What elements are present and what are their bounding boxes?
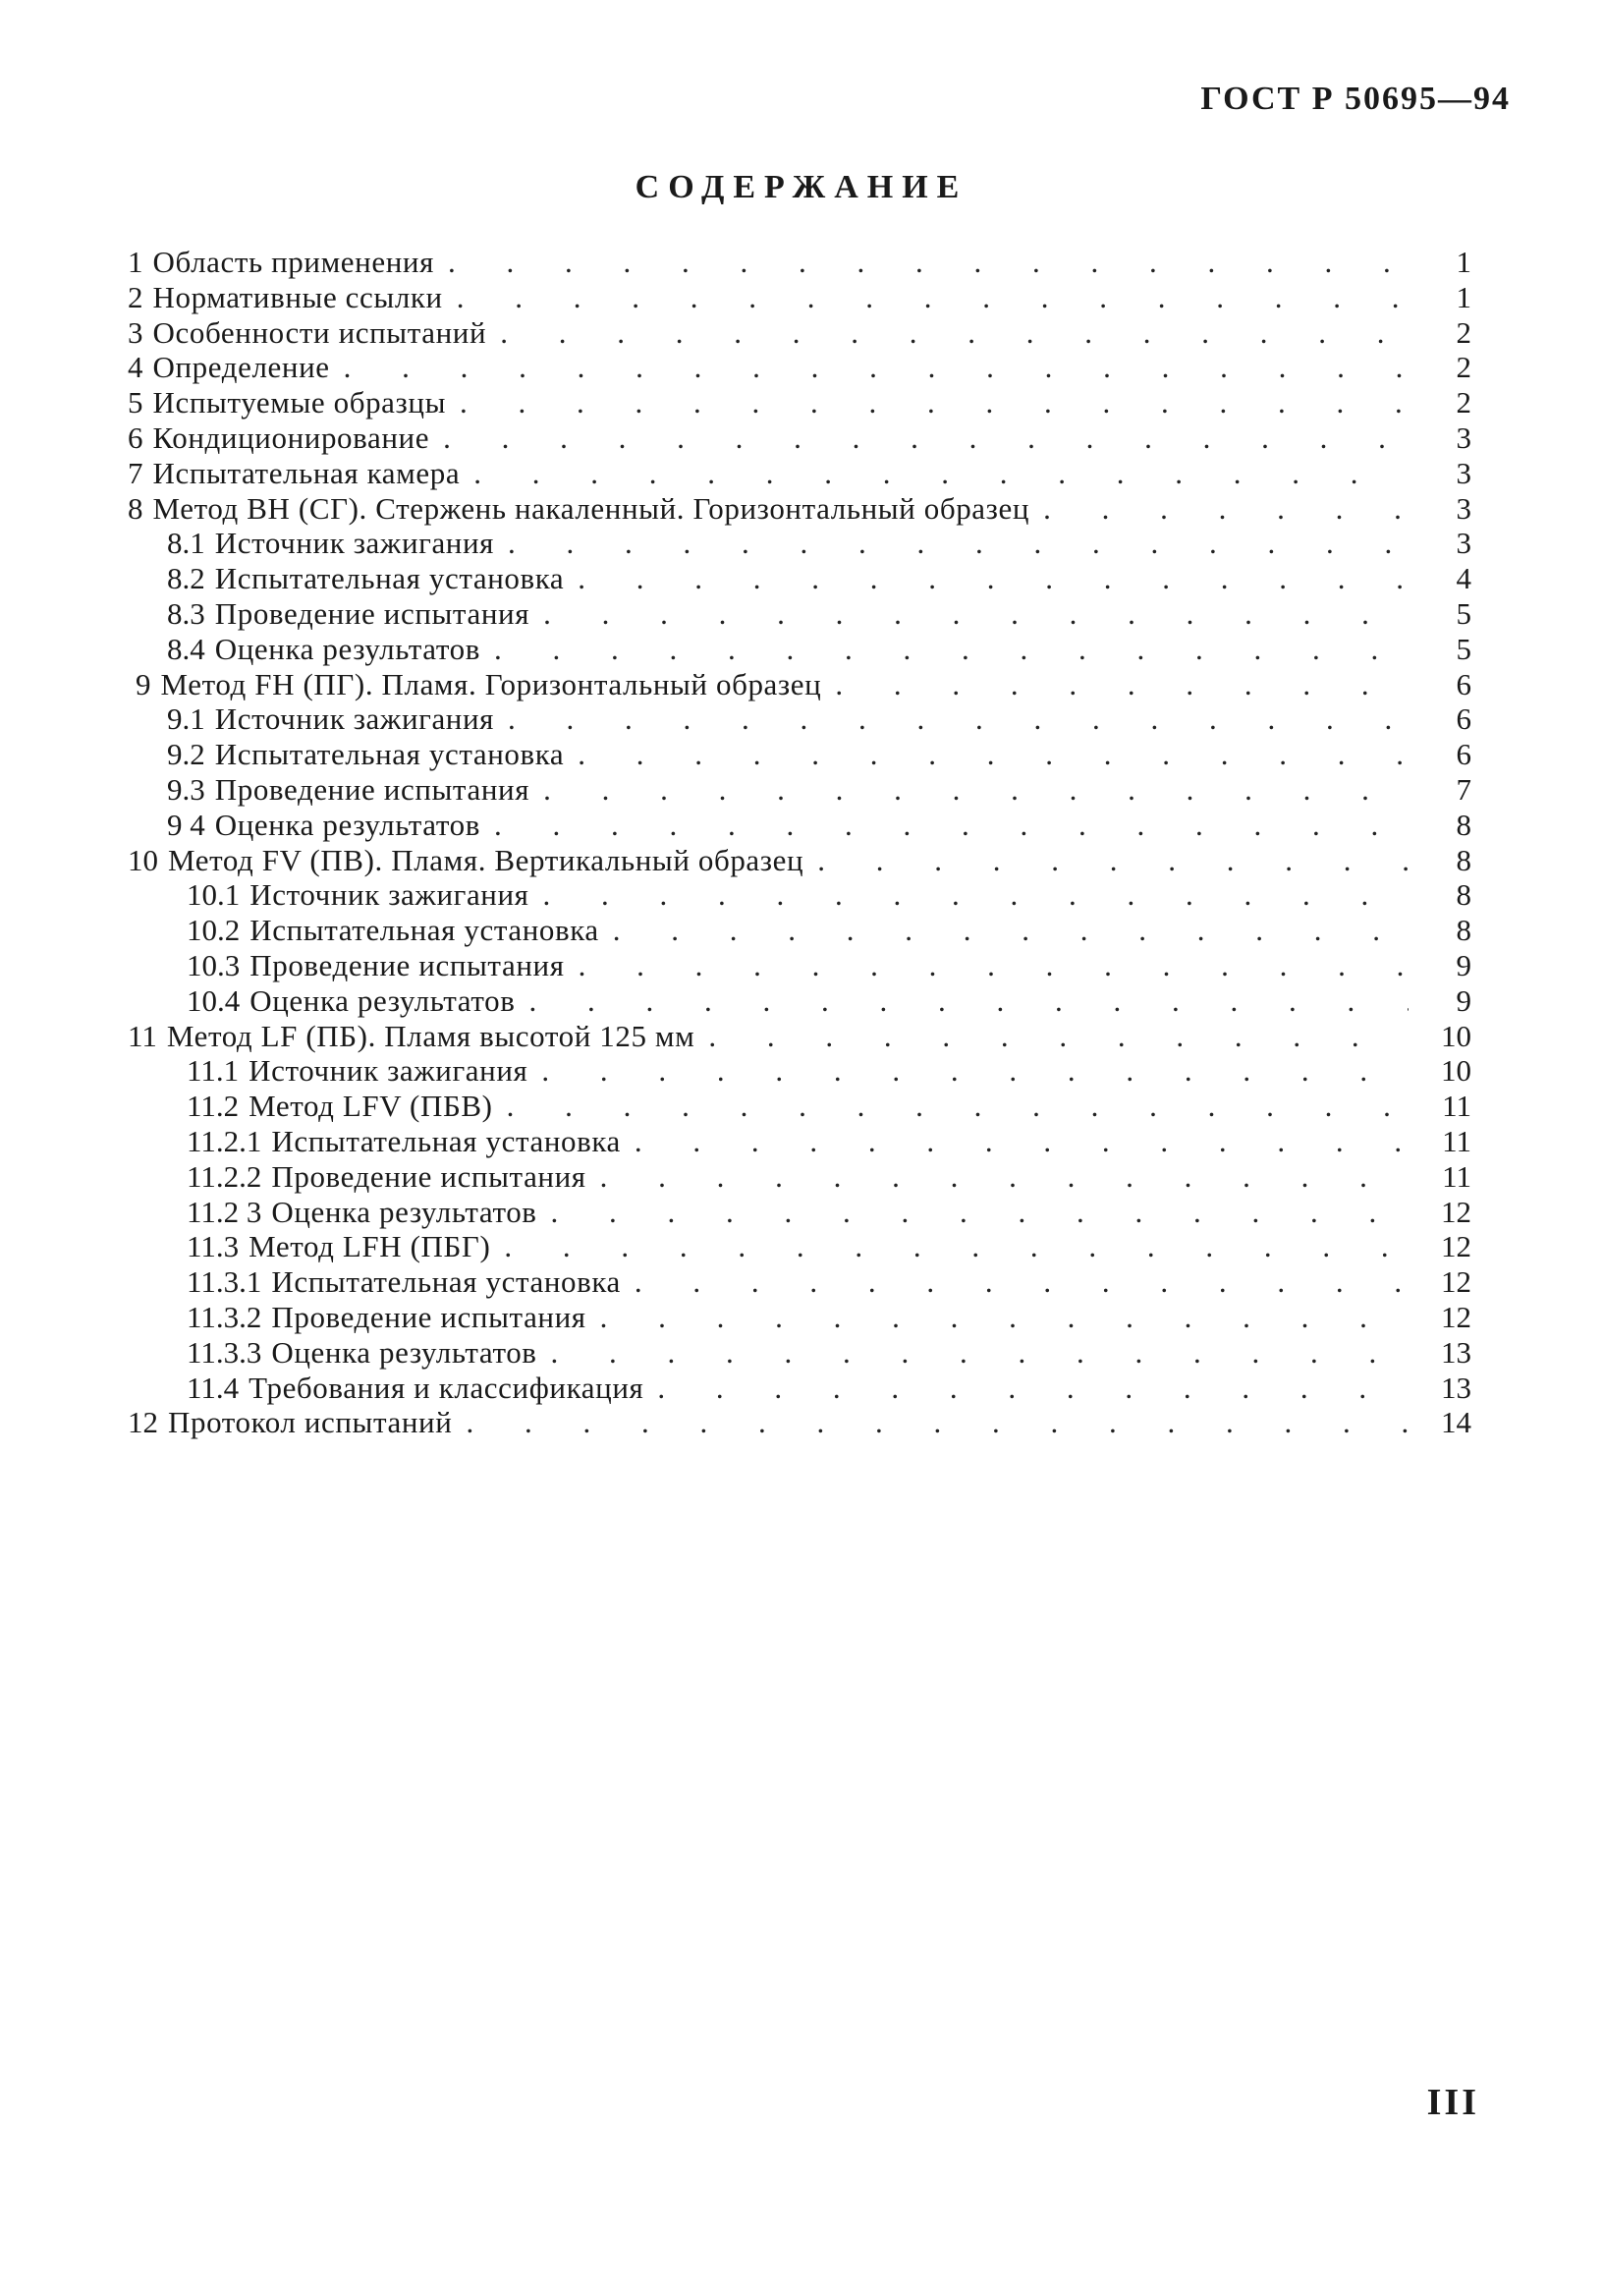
toc-entry-number: 10 (128, 842, 158, 877)
toc-entry-page: 8 (1456, 877, 1471, 913)
dot-leader (537, 1335, 1409, 1371)
toc-entry-page: 5 (1456, 595, 1471, 631)
dot-leader (493, 1089, 1409, 1124)
toc-entry-number: 3 (128, 314, 143, 350)
toc-entry (128, 491, 1471, 527)
toc-heading: СОДЕРЖАНИЕ (635, 169, 968, 205)
toc-entry (128, 1229, 1471, 1264)
dot-leader (480, 632, 1409, 667)
toc-entry-title: Источник зажигания (249, 1053, 528, 1089)
toc-entry-page: 6 (1456, 666, 1471, 701)
toc-entry-number: 10.1 (187, 877, 241, 913)
toc-entry (128, 1405, 1471, 1440)
toc-entry-number: 8.2 (167, 561, 205, 596)
toc-entry-page: 5 (1456, 631, 1471, 666)
page-number: III (1426, 2082, 1479, 2123)
toc-entry-number: 10.4 (187, 982, 241, 1018)
toc-entry-number: 12 (128, 1405, 158, 1440)
toc-entry-page: 9 (1456, 947, 1471, 982)
toc-entry-page: 2 (1456, 350, 1471, 385)
toc-entry-title: Оценка результатов (214, 631, 480, 666)
toc-entry-number: 9.3 (167, 771, 205, 807)
toc-entry-title: Требования и классификация (249, 1370, 644, 1405)
toc-entry (128, 350, 1471, 385)
standard-designation: ГОСТ Р 50695—94 (1200, 81, 1511, 117)
toc-entry-title: Проведение испытания (214, 771, 530, 807)
toc-entry-title: Нормативные ссылки (152, 279, 443, 314)
toc-entry (128, 1089, 1471, 1124)
toc-entry-number: 8.3 (167, 595, 205, 631)
toc-entry-title: Определение (152, 350, 330, 385)
dot-leader (446, 385, 1409, 420)
dot-leader (564, 561, 1409, 596)
toc-entry-title: Испытательная камера (152, 455, 461, 490)
toc-entry-title: Кондиционирование (152, 420, 430, 455)
toc-entry-title: Источник зажигания (249, 877, 529, 913)
toc-entry (128, 1053, 1471, 1089)
toc-entry-page: 3 (1456, 490, 1471, 526)
toc-entry-page: 10 (1441, 1018, 1471, 1053)
toc-entry-number: 11.2 (187, 1089, 240, 1124)
toc-entry-title: Особенности испытаний (152, 314, 487, 350)
toc-entry-title: Источник зажигания (214, 526, 495, 561)
toc-entry-number: 2 (128, 279, 143, 314)
dot-leader (494, 701, 1409, 737)
toc-entry (128, 1335, 1471, 1371)
toc-entry-title: Оценка результатов (249, 982, 516, 1018)
toc-entry-page: 10 (1441, 1053, 1471, 1089)
toc-entry-title: Испытуемые образцы (152, 385, 447, 420)
toc-entry-number: 8.1 (167, 526, 205, 561)
toc-entry-title: Метод BH (СГ). Стержень накаленный. Горизонтальный образец (152, 490, 1030, 526)
toc-entry (128, 701, 1471, 737)
toc-entry-number: 11.3 (187, 1229, 240, 1264)
dot-leader (452, 1405, 1409, 1440)
toc-entry-number: 11 (128, 1018, 157, 1053)
toc-entry-page: 1 (1456, 279, 1471, 314)
table-of-contents (128, 245, 1471, 1440)
toc-entry-page: 8 (1456, 913, 1471, 948)
toc-entry (128, 1195, 1471, 1230)
toc-entry-number: 1 (128, 245, 143, 279)
toc-entry-number: 9.2 (167, 737, 205, 772)
toc-entry-title: Испытательная установка (249, 913, 599, 948)
dot-leader (694, 1019, 1409, 1054)
toc-entry-title: Проведение испытания (249, 947, 565, 982)
toc-entry-title: Метод FV (ПВ). Пламя. Вертикальный образец (168, 842, 804, 877)
toc-entry-page: 7 (1456, 771, 1471, 807)
toc-entry-number: 11.4 (187, 1370, 240, 1405)
dot-leader (599, 913, 1409, 948)
toc-entry (128, 948, 1471, 983)
dot-leader (515, 983, 1409, 1019)
dot-leader (621, 1124, 1409, 1159)
dot-leader (460, 456, 1409, 491)
toc-entry-page: 13 (1441, 1334, 1471, 1370)
toc-entry-page: 12 (1441, 1299, 1471, 1334)
toc-entry (128, 843, 1471, 878)
dot-leader (1029, 491, 1409, 527)
dot-leader (586, 1159, 1409, 1195)
toc-entry-number: 11.2.2 (187, 1158, 262, 1194)
toc-entry-number: 6 (128, 420, 143, 455)
toc-entry-title: Испытательная установка (271, 1123, 621, 1158)
toc-entry-number: 11.1 (187, 1053, 240, 1089)
toc-entry-title: Оценка результатов (271, 1194, 537, 1229)
toc-entry (128, 983, 1471, 1019)
toc-entry-page: 11 (1442, 1123, 1471, 1158)
toc-entry (128, 913, 1471, 948)
toc-entry (128, 561, 1471, 596)
toc-entry (128, 1371, 1471, 1406)
toc-entry-page: 1 (1456, 245, 1471, 279)
toc-entry (128, 737, 1471, 772)
toc-entry-page: 8 (1456, 807, 1471, 842)
dot-leader (527, 1053, 1409, 1089)
toc-entry-page: 12 (1441, 1194, 1471, 1229)
toc-entry-title: Проведение испытания (271, 1299, 586, 1334)
toc-entry-page: 14 (1441, 1405, 1471, 1440)
toc-entry-number: 11.3.1 (187, 1264, 262, 1300)
toc-entry-number: 10.3 (187, 947, 241, 982)
toc-entry-number: 11.2.1 (187, 1123, 262, 1158)
dot-leader (529, 772, 1409, 808)
toc-entry-page: 2 (1456, 314, 1471, 350)
toc-entry-title: Область применения (152, 245, 434, 279)
toc-entry-number: 9.1 (167, 701, 205, 737)
toc-entry (128, 1124, 1471, 1159)
toc-entry-title: Проведение испытания (214, 595, 530, 631)
dot-leader (537, 1195, 1409, 1230)
toc-entry-page: 3 (1456, 455, 1471, 490)
toc-entry-page: 12 (1441, 1264, 1471, 1300)
toc-entry (128, 456, 1471, 491)
toc-entry-page: 3 (1456, 526, 1471, 561)
toc-entry (128, 1159, 1471, 1195)
toc-entry-number: 5 (128, 385, 143, 420)
toc-entry-number: 7 (128, 455, 143, 490)
toc-entry-title: Испытательная установка (214, 561, 565, 596)
dot-leader (330, 350, 1409, 385)
dot-leader (494, 526, 1409, 561)
toc-entry-page: 12 (1441, 1229, 1471, 1264)
dot-leader (643, 1371, 1409, 1406)
toc-entry-page: 2 (1456, 385, 1471, 420)
toc-entry (128, 420, 1471, 456)
toc-entry-page: 9 (1456, 982, 1471, 1018)
toc-entry-number: 4 (128, 350, 143, 385)
toc-entry-number: 9 (136, 666, 151, 701)
toc-entry-number: 10.2 (187, 913, 241, 948)
toc-entry-title: Испытательная установка (214, 737, 565, 772)
toc-entry-title: Метод LF (ПБ). Пламя высотой 125 мм (166, 1018, 695, 1053)
toc-entry-page: 3 (1456, 420, 1471, 455)
dot-leader (803, 843, 1409, 878)
toc-entry (128, 596, 1471, 632)
dot-leader (490, 1229, 1409, 1264)
toc-entry (128, 245, 1471, 280)
toc-entry (128, 526, 1471, 561)
toc-entry-number: 11.3.3 (187, 1334, 262, 1370)
toc-entry-title: Испытательная установка (271, 1264, 621, 1300)
toc-entry (128, 1300, 1471, 1335)
toc-entry-title: Проведение испытания (271, 1158, 586, 1194)
toc-entry-title: Протокол испытаний (168, 1405, 453, 1440)
toc-entry (128, 877, 1471, 913)
toc-entry-page: 6 (1456, 737, 1471, 772)
toc-entry-page: 13 (1441, 1370, 1471, 1405)
toc-entry-title: Оценка результатов (214, 807, 480, 842)
dot-leader (565, 948, 1409, 983)
toc-entry (128, 1019, 1471, 1054)
dot-leader (486, 315, 1409, 351)
toc-entry-title: Оценка результатов (271, 1334, 537, 1370)
dot-leader (621, 1264, 1409, 1300)
toc-entry (128, 772, 1471, 808)
toc-entry-number: 11.2 3 (187, 1194, 262, 1229)
toc-entry-title: Метод LFH (ПБГ) (249, 1229, 491, 1264)
toc-entry (128, 315, 1471, 351)
toc-entry-page: 11 (1442, 1158, 1471, 1194)
toc-entry-number: 9 4 (167, 807, 205, 842)
dot-leader (529, 877, 1409, 913)
dot-leader (821, 667, 1409, 702)
toc-entry-number: 11.3.2 (187, 1299, 262, 1334)
dot-leader (564, 737, 1409, 772)
dot-leader (529, 596, 1409, 632)
toc-entry (128, 632, 1471, 667)
dot-leader (429, 420, 1409, 456)
toc-entry (128, 385, 1471, 420)
dot-leader (443, 280, 1409, 315)
toc-entry-number: 8 (128, 490, 143, 526)
toc-entry-title: Источник зажигания (214, 701, 495, 737)
toc-entry (128, 667, 1471, 702)
toc-entry (128, 280, 1471, 315)
toc-entry-page: 6 (1456, 701, 1471, 737)
toc-entry-title: Метод FH (ПГ). Пламя. Горизонтальный образец (160, 666, 822, 701)
toc-entry-page: 8 (1456, 842, 1471, 877)
toc-entry-page: 4 (1456, 561, 1471, 596)
dot-leader (434, 245, 1409, 280)
dot-leader (480, 808, 1409, 843)
toc-entry-number: 8.4 (167, 631, 205, 666)
toc-entry-title: Метод LFV (ПБВ) (249, 1089, 493, 1124)
toc-entry (128, 808, 1471, 843)
dot-leader (586, 1300, 1409, 1335)
toc-entry (128, 1264, 1471, 1300)
toc-entry-page: 11 (1442, 1089, 1471, 1124)
